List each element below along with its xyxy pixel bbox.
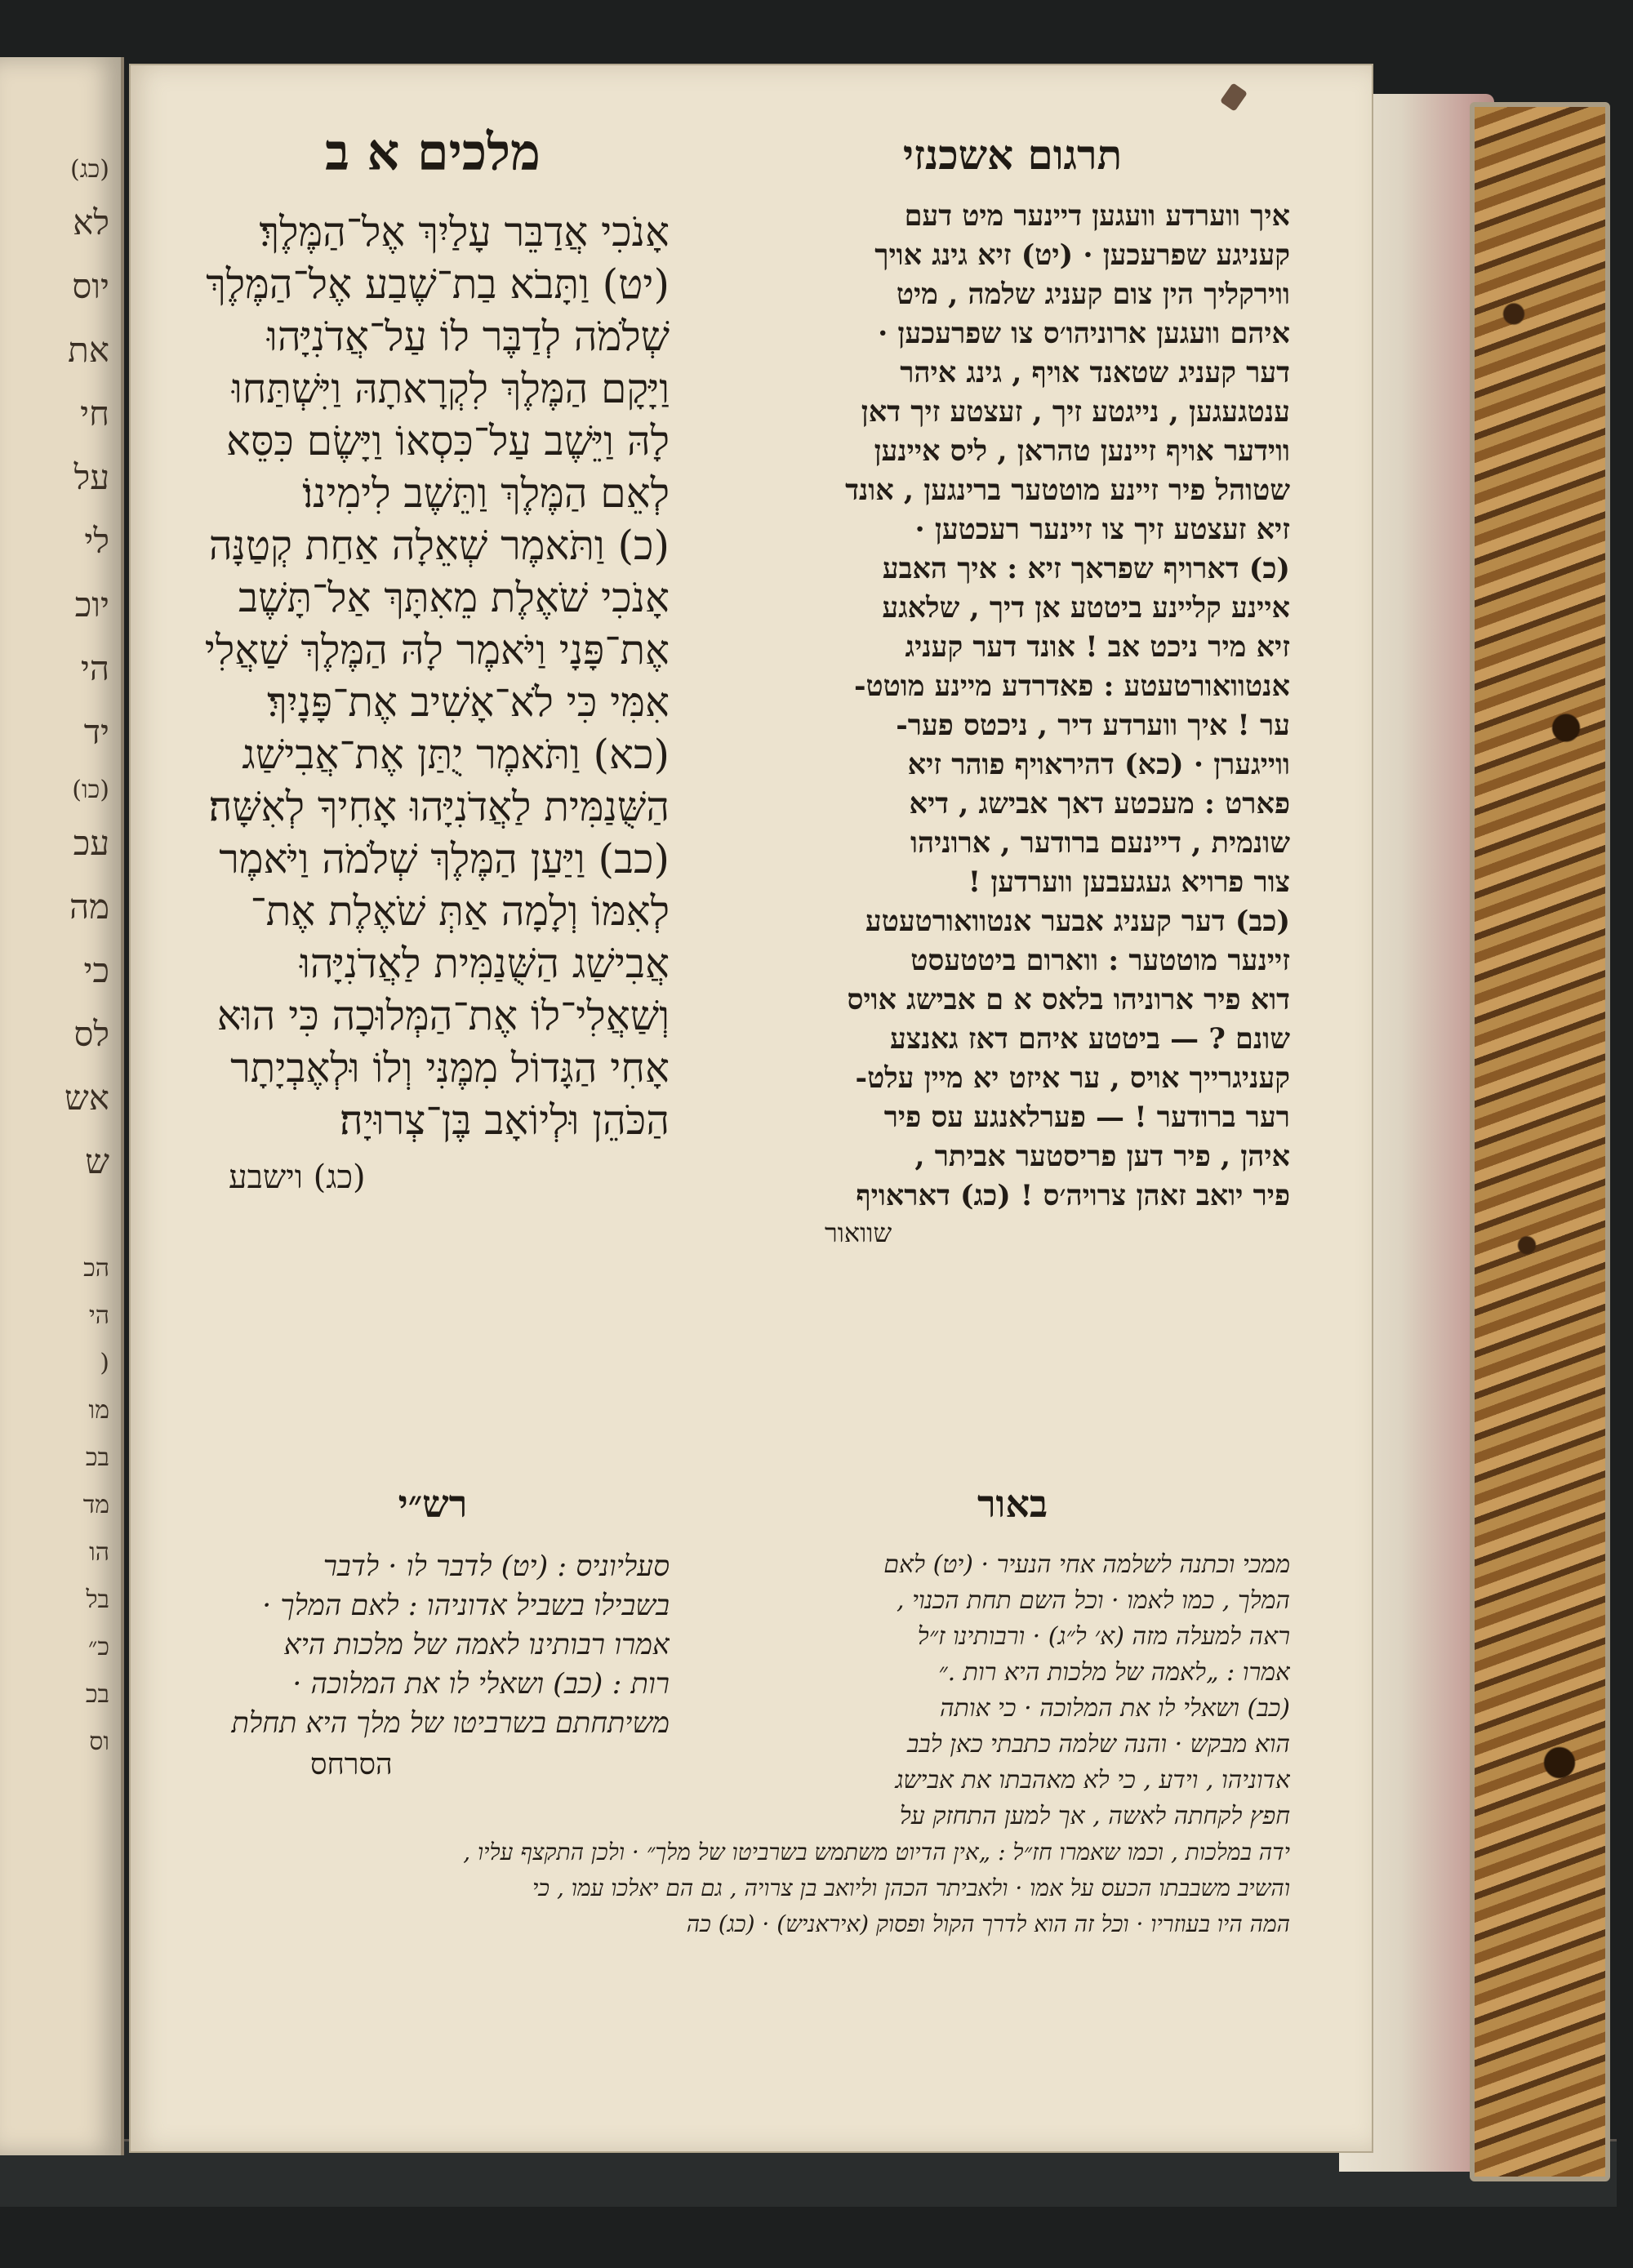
left-page-fragment: הי: [88, 1301, 109, 1330]
targum-line: זיא מיר ניכט אב ! אונד דער קעניג: [905, 630, 1290, 664]
targum-line: איהם וועגען ארוניהו׳ס צו שפרעכען ·: [878, 317, 1290, 350]
left-page-fragment: עכ: [73, 823, 109, 863]
targum-line: דוא פיר ארוניהו בלאס א ם אבישג אויס: [847, 983, 1290, 1016]
targum-line: ווידער אויף זיינען טהראן , ליס איינען: [874, 434, 1290, 468]
targum-line: (כב) דער קעניג אבער אנטוואורטעטע: [865, 905, 1290, 938]
bible-line: הַשֻּׁנַמִּית לַאֲדֹנִיָּהוּ אָחִיךָ לְאִשָּׁה׃: [208, 783, 670, 830]
targum-line: זיינער מוטטער : ווארום ביטטעסט: [910, 944, 1290, 977]
bible-line: (כ) וַתֹּאמֶר שְׁאֵלָה אַחַת קְטַנָּה: [208, 522, 670, 569]
left-page-fragment: את: [68, 330, 109, 370]
bible-line: אָנֹכִי אֲדַבֵּר עָלַיִךְ אֶל־הַמֶּלֶךְ׃: [259, 208, 670, 256]
bible-line: (כא) וַתֹּאמֶר יֻתַּן אֶת־אֲבִישַׁג: [242, 731, 670, 778]
left-page-fragment: (כו): [72, 776, 109, 804]
targum-line: איך ווערדע וועגען דיינער מיט דעם: [904, 199, 1290, 233]
left-page-fragment: מה: [69, 887, 109, 927]
bible-line: אֲבִישַׁג הַשֻּׁנַמִּית לַאֲדֹנִיָּהוּ: [300, 940, 670, 987]
bible-text: [196, 206, 670, 1146]
left-page-fragment: על: [73, 457, 109, 497]
biur-line: אדוניהו , וידע , כי לא מאהבתו את אבישג: [895, 1766, 1290, 1794]
left-page-fragment: הכ: [83, 1254, 109, 1283]
left-page-fragment: מו: [88, 1396, 109, 1425]
bible-line: הַכֹּהֵן וּלְיוֹאָב בֶּן־צְרוּיָה׃: [339, 1096, 670, 1144]
bible-line: (יט) וַתָּבֹא בַת־שֶׁבַע אֶל־הַמֶּלֶךְ: [206, 260, 670, 308]
targum-line: ווירקליך הין צום קעניג שלמה , מיט: [896, 278, 1290, 311]
left-page-fragment: חי: [80, 394, 109, 434]
targum-column: [735, 131, 1290, 1248]
targum-line: איהן , פיר דען פריסטער אביתר ,: [914, 1140, 1290, 1173]
rashi-line: אמרו רבותינו לאמה של מלכות היא: [283, 1629, 670, 1661]
left-page-fragment: (: [100, 1349, 109, 1377]
targum-line: זיא זעצטע זיך צו זיינער רעכטען ·: [914, 513, 1290, 546]
left-page-fragment: ש: [85, 1141, 109, 1181]
bible-line: לְאֵם הַמֶּלֶךְ וַתֵּשֶׁב לִימִינוֹ׃: [302, 469, 670, 517]
targum-line: רער ברודער ! — פערלאנגע עס פיר: [883, 1101, 1290, 1134]
left-page-fragment: לי: [84, 521, 109, 561]
left-page-fragment: הי: [80, 648, 109, 688]
biur-line: חפץ לקחתה לאשה , אך למען התחזק על: [899, 1802, 1290, 1830]
marbled-cover: [1470, 102, 1610, 2181]
left-page-fragment: בכ: [85, 1443, 109, 1472]
targum-line: ער ! איך ווערדע דיר , ניכטס פער-: [896, 709, 1290, 742]
targum-line: קעניגרייך אויס , ער איזט יא מיין עלט-: [855, 1061, 1290, 1095]
rashi-title: רש״י: [398, 1482, 468, 1526]
targum-catchword: שוואור: [825, 1217, 892, 1248]
bible-line: וְשַׁאֲלִי־לוֹ אֶת־הַמְּלוּכָה כִּי הוּא: [216, 992, 670, 1039]
bible-column: [196, 122, 670, 1196]
bible-line: אִמִּי כִּי לֹא־אָשִׁיב אֶת־פָּנָיִךְ׃: [267, 678, 670, 726]
rashi-line: משיתחתם בשרביטו של מלך היא תחלת: [231, 1707, 670, 1740]
biur-line: והשיב משבבתו הכעס על אמו · ולאביתר הכהן וליואב בן צרויה , גם הם יאלכו עמו , כי: [532, 1874, 1290, 1901]
targum-line: שונם ? — ביטטע איהם דאז גאנצע: [890, 1022, 1290, 1056]
targum-line: שונמית , דיינעם ברודער , ארוניהו: [910, 826, 1290, 860]
bible-line: אָנֹכִי שֹׁאֶלֶת מֵאִתָּךְ אַל־תָּשֶׁב: [238, 574, 670, 621]
targum-line: פארט : מעכטע דאך אבישג , דיא: [909, 787, 1290, 820]
targum-line: (כ) דארויף שפראך זיא : איך האבע: [882, 552, 1290, 585]
biur-line: המלך , כמו לאמו · וכל השם תחת הכנוי ,: [897, 1586, 1290, 1615]
bible-line: לְאִמּוֹ וְלָמָה אַתְּ שֹׁאֶלֶת אֶת־: [250, 887, 670, 935]
biur-line: ממכי וכתנה לשלמה אחי הנעיר · (יט) לאם: [883, 1550, 1290, 1579]
biur-line: אמרו : „לאמה של מלכות היא רות .״: [938, 1658, 1290, 1687]
targum-line: צור פרויא געגעבען ווערדען !: [968, 865, 1290, 899]
targum-line: ענטגעגען , נייגטע זיך , זעצטע זיך דאן: [861, 395, 1290, 429]
left-page-fragment: יוס: [72, 266, 109, 306]
left-page-fragment: הו: [89, 1538, 109, 1567]
left-page-fragment: וס: [89, 1728, 109, 1756]
bible-line: (כב) וַיַּעַן הַמֶּלֶךְ שְׁלֹמֹה וַיֹּאמֶר: [219, 835, 670, 883]
left-page-fragment: יוכ: [74, 585, 109, 625]
rashi-line: בשבילו בשביל אדוניהו : לאם המלך ·: [262, 1590, 670, 1622]
left-page-fragment: יד: [83, 712, 109, 752]
biur-line: ידה במלכות , וכמו שאמרו חז״ל : „אין הדיוט משתמש בשרביטו של מלך״ · ולכן התקצף עליו ,: [463, 1839, 1290, 1866]
targum-text: [735, 197, 1290, 1216]
left-page-fragment: לס: [73, 1014, 109, 1054]
bible-header: מלכים א ב: [325, 122, 541, 182]
targum-header: תרגום אשכנזי: [902, 131, 1123, 179]
targum-line: איינע קליינע ביטטע אן דיך , שלאגע: [882, 591, 1290, 625]
rashi-text: [196, 1547, 670, 1743]
bible-line: שְׁלֹמֹה לְדַבֶּר לוֹ עַל־אֲדֹנִיָּהוּ: [267, 313, 670, 360]
bible-line: אֶת־פָּנָי וַיֹּאמֶר לָהּ הַמֶּלֶךְ שַׁאֲלִי: [204, 626, 670, 674]
targum-line: ווייגערן · (כא) דהיראויף פוהר זיא: [907, 748, 1290, 781]
bible-line: אָחִי הַגָּדוֹל מִמֶּנִּי וְלוֹ וּלְאֶבְיָתָר: [230, 1044, 670, 1092]
left-page-fragment: (כג): [70, 155, 109, 184]
biur-title: באור: [977, 1482, 1048, 1526]
left-page-fragment: אש: [65, 1078, 109, 1118]
biur-line: המה היו בעוזריו · וכל זה הוא לדרך הקול ופסוק (איראניש) · (כג) כה: [686, 1910, 1290, 1937]
targum-line: שטוהל פיר זיינע מוטטער ברינגען , אונד: [845, 474, 1290, 507]
bible-catchword: (כג) וישבע: [229, 1158, 366, 1196]
biur-line: הוא מבקש · והנה שלמה כתבתי כאן לבב: [906, 1730, 1290, 1759]
left-page-fragment: מד: [82, 1491, 109, 1519]
left-page-fragment: בכ: [85, 1680, 109, 1709]
bible-line: לָהּ וַיֵּשֶׁב עַל־כִּסְאוֹ וַיָּשֶׂם כִּסֵּא: [225, 417, 670, 465]
biur-line: (כב) ושאלי לו את המלוכה · כי אותה: [939, 1694, 1290, 1723]
rashi-catchword: הסרחס: [310, 1748, 393, 1781]
rashi-line: רות : (כב) ושאלי לו את המלוכה ·: [292, 1668, 670, 1701]
targum-line: קעניגע שפרעכען · (יט) זיא גינג אויך: [874, 238, 1290, 272]
bible-line: וַיָּקָם הַמֶּלֶךְ לִקְרָאתָהּ וַיִּשְׁתַּחוּ: [231, 365, 670, 412]
targum-line: דער קעניג שטאנד אויף , גינג איהר: [900, 356, 1290, 389]
left-page-fragment: כי: [83, 950, 109, 990]
rashi-line: סעליוניס : (יט) לדבר לו · לדבר: [323, 1550, 670, 1583]
targum-line: אנטוואורטעטע : פאדרדע מיינע מוטט-: [853, 669, 1290, 703]
left-page: [0, 57, 124, 2155]
left-page-fragment: לא: [73, 202, 109, 242]
targum-line: פיר יואב זאהן צרויה׳ס ! (כג) דאראויף: [856, 1179, 1290, 1212]
left-page-fragment: כ״: [87, 1633, 109, 1661]
biur-line: ראה למעלה מזה (א׳ ל״ג) · ורבותינו ז״ל: [917, 1622, 1290, 1651]
left-page-fragment: בל: [86, 1585, 109, 1614]
